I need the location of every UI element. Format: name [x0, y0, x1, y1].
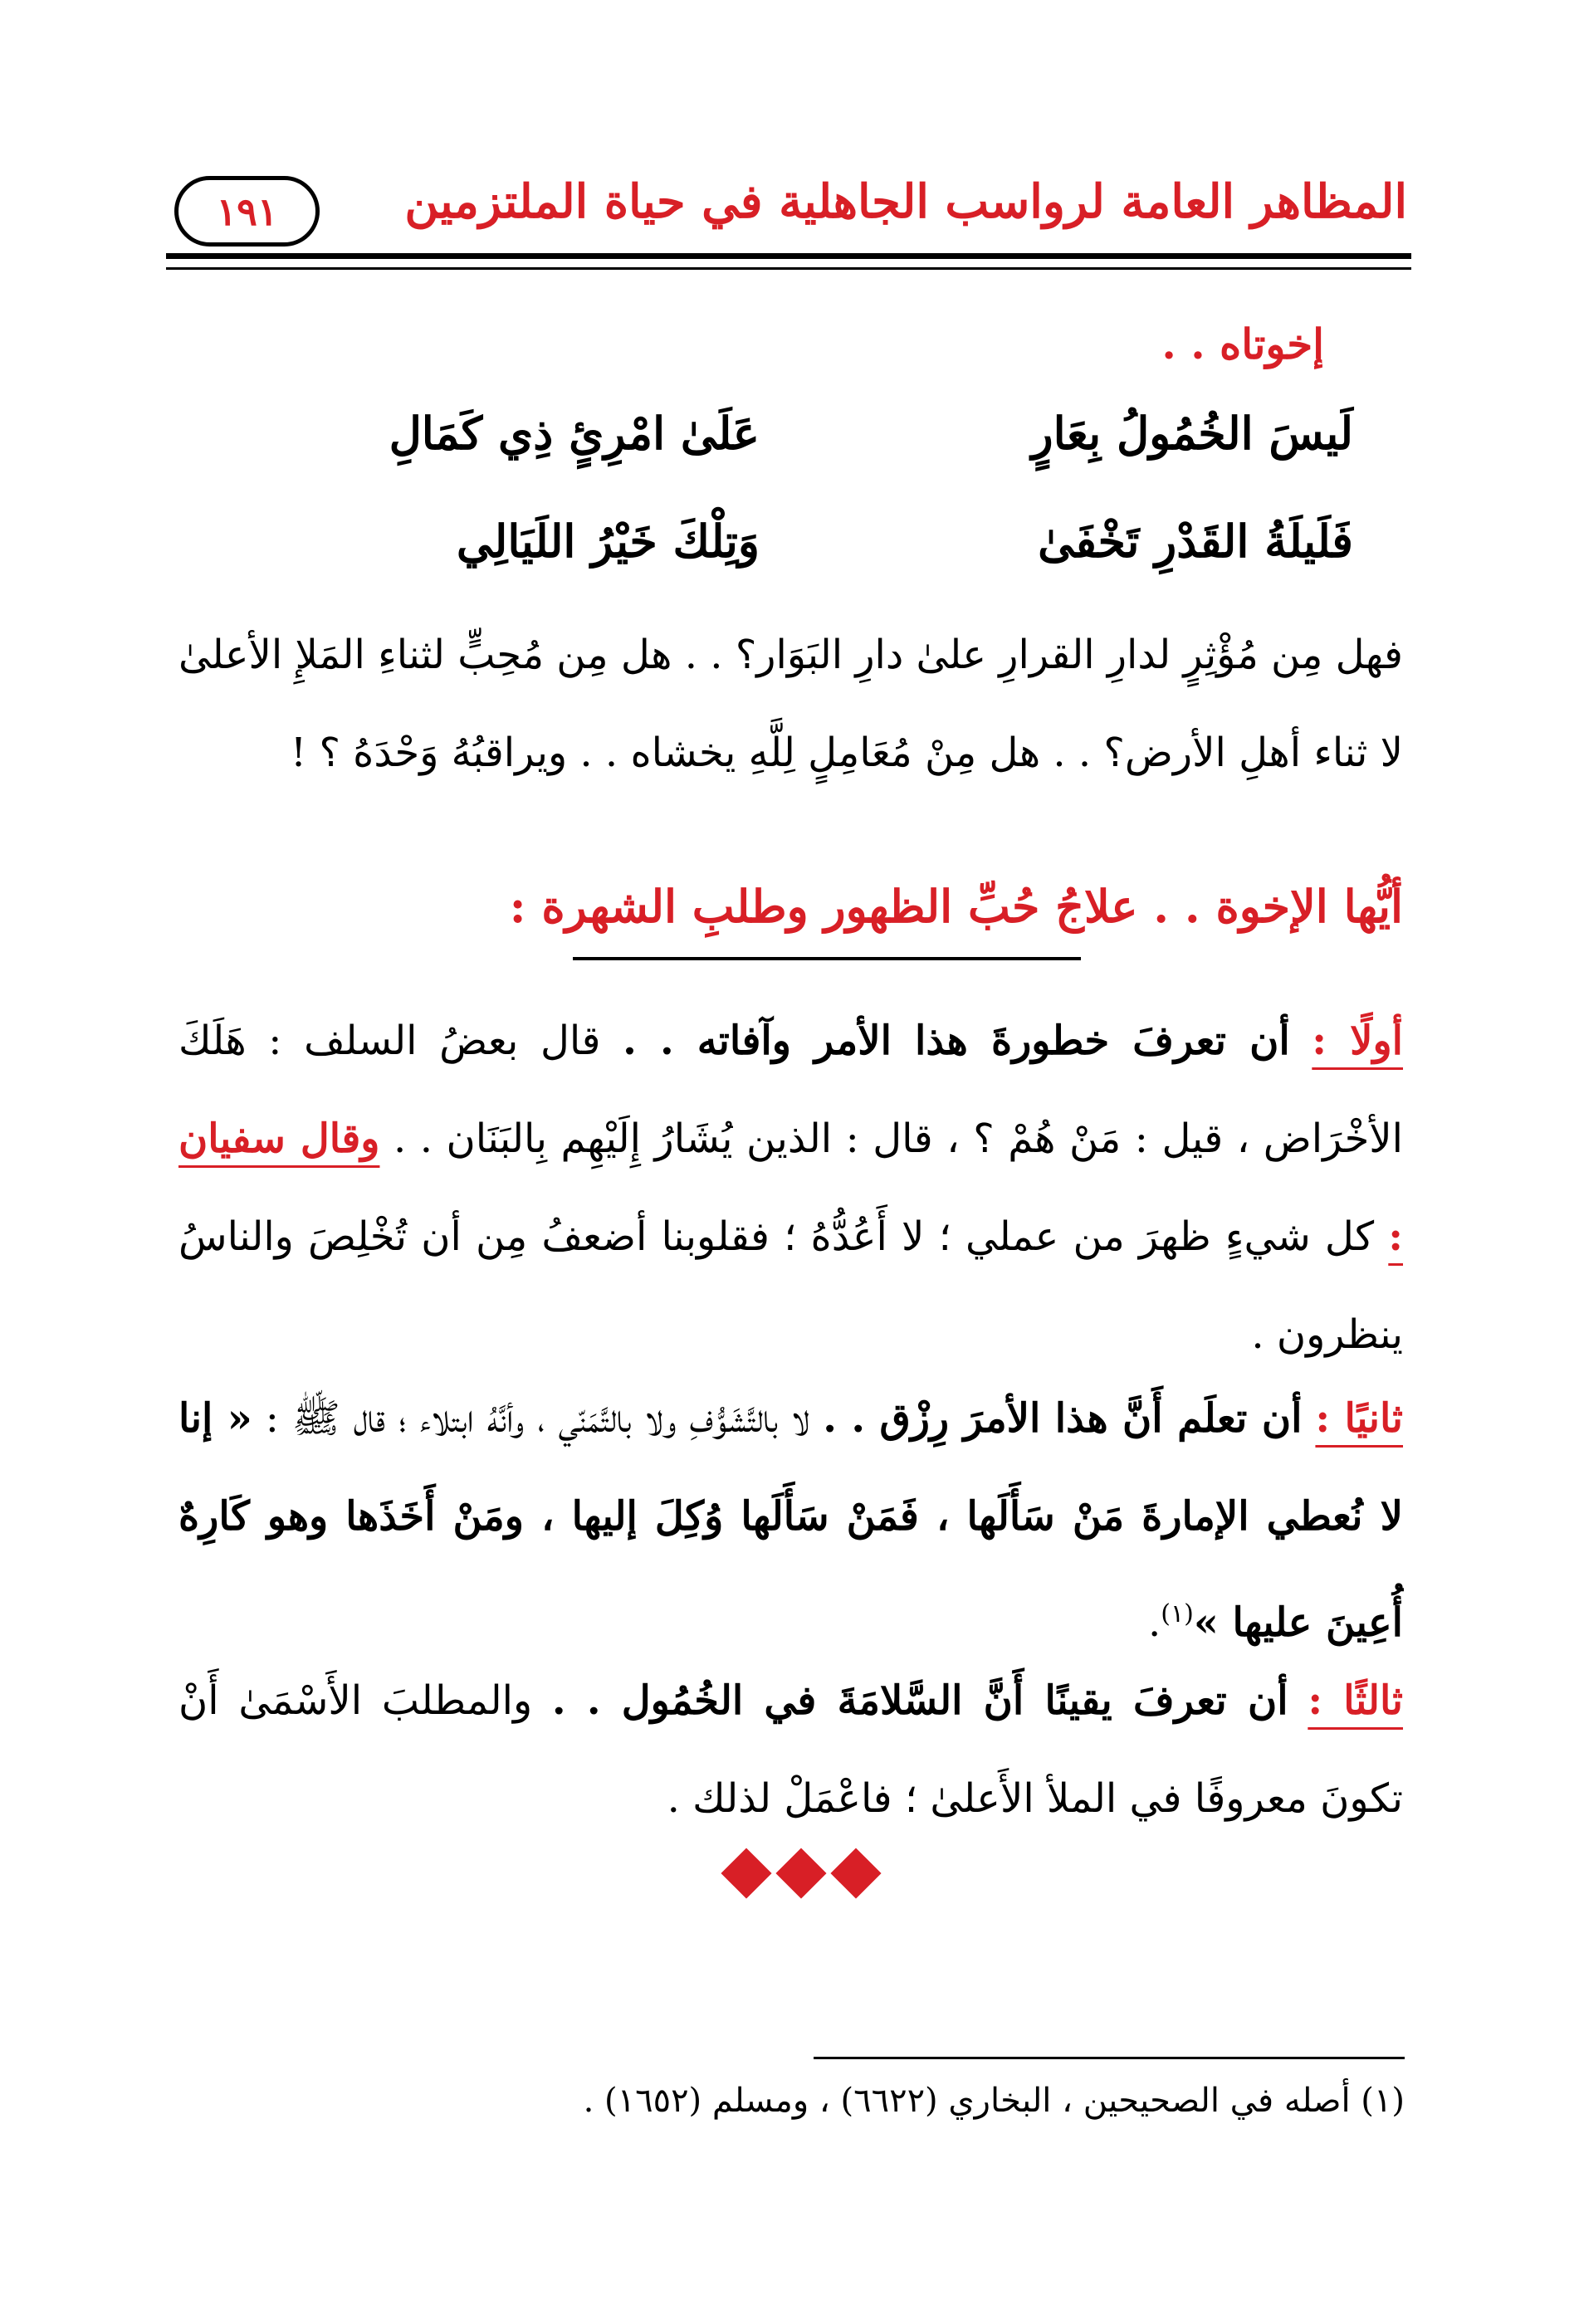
ornament-icon	[721, 1848, 771, 1898]
page-number: ١٩١	[216, 188, 278, 234]
footnote: (١) أصله في الصحيحين ، البخاري (٦٦٢٢) ، ومسلم (١٦٥٢) .	[583, 2082, 1405, 2120]
footnote-ref: (١)	[1161, 1599, 1194, 1628]
section-end-ornament	[714, 1851, 888, 1909]
section-heading: أيُّها الإخوة . . علاجُ حُبِّ الظهور وطلبِ الشهرة :	[509, 880, 1403, 933]
point-2-end: .	[1147, 1599, 1161, 1646]
section-heading-underline	[573, 957, 1081, 960]
hadith-quote: « إنا لا نُعطي الإمارةَ مَنْ سَأَلَها ، فَمَنْ سَأَلَها وُكِلَ إليها ، ومَنْ أَخَذَها وهو كَارِهٌ أُعِينَ عليها »	[178, 1395, 1403, 1646]
point-1-text: قال بعضُ السلف : هَلَكَ الأخْرَاض ، قيل : مَنْ هُمْ ؟ ، قال : الذين يُشَارُ إِلَيْهِم بِالبَنَان . .	[178, 1018, 1403, 1162]
header-rule-thin	[166, 267, 1411, 270]
header-rule-thick	[166, 253, 1411, 259]
point-2-label: ثانيًا :	[1315, 1395, 1403, 1442]
point-1-bold: أن تعرفَ خطورةَ هذا الأمر وآفاته . .	[623, 1018, 1290, 1064]
point-1-text-2: كل شيءٍ ظهرَ من عملي ؛ لا أَعُدُّهُ ؛ فقلوبنا أضعفُ مِن أن تُخْلِصَ والناسُ ينظرون .	[178, 1213, 1403, 1358]
page-number-badge	[174, 176, 320, 247]
point-3-label: ثالثًا :	[1308, 1677, 1403, 1724]
poem-line2-right: فَلَيلَةُ القَدْرِ تَخْفَىٰ	[1038, 515, 1353, 568]
paragraph-point-2	[178, 1370, 1403, 1672]
running-head: المظاهر العامة لرواسب الجاهلية في حياة الملتزمين	[404, 174, 1407, 229]
footnote-rule	[814, 2057, 1405, 2059]
paragraph-intro: فهل مِن مُؤْثِرٍ لدارِ القرارِ علىٰ دارِ البَوَار؟ . . هل مِن مُحِبٍّ لثناءِ المَلإِ الأعلىٰ لا ثناء أهلِ الأرض؟ . . هل مِنْ مُعَامِلٍ لِلَّهِ يخشاه . . ويراقبُهُ وَحْدَهُ ؟ !	[178, 632, 1403, 776]
paragraph-point-3	[178, 1652, 1403, 1848]
point-2-bold: أن تعلَم أَنَّ هذا الأمرَ رِزْق . .	[823, 1395, 1303, 1442]
point-3-text: والمطلبَ الأَسْمَىٰ أَنْ تكونَ معروفًا في الملأ الأَعلىٰ ؛ فاعْمَلْ لذلك .	[178, 1677, 1403, 1822]
point-1-red: وقال سفيان :	[178, 1116, 1403, 1260]
poem-line2-left: وَتِلْكَ خَيْرُ اللَيَالِي	[456, 515, 760, 568]
point-2-text: لا بالتَّشَوُّفِ ولا بالتَّمَنّي ، وأنَّهُ ابتلاء ؛ قال ﷺ :	[265, 1395, 810, 1442]
paragraph-point-1	[178, 992, 1403, 1384]
point-1-label: أولًا :	[1312, 1018, 1403, 1064]
intro-heading: إخوتاه . .	[1161, 320, 1324, 369]
poem-line1-left: عَلَىٰ امْرِئٍ ذِي كَمَالِ	[389, 407, 760, 460]
poem-line1-right: لَيسَ الخُمُولُ بِعَارٍ	[1031, 407, 1353, 460]
point-3-bold: أن تعرفَ يقينًا أَنَّ السَّلامَةَ في الخُمُول . .	[551, 1677, 1288, 1724]
ornament-icon	[775, 1848, 826, 1898]
ornament-icon	[830, 1848, 881, 1898]
